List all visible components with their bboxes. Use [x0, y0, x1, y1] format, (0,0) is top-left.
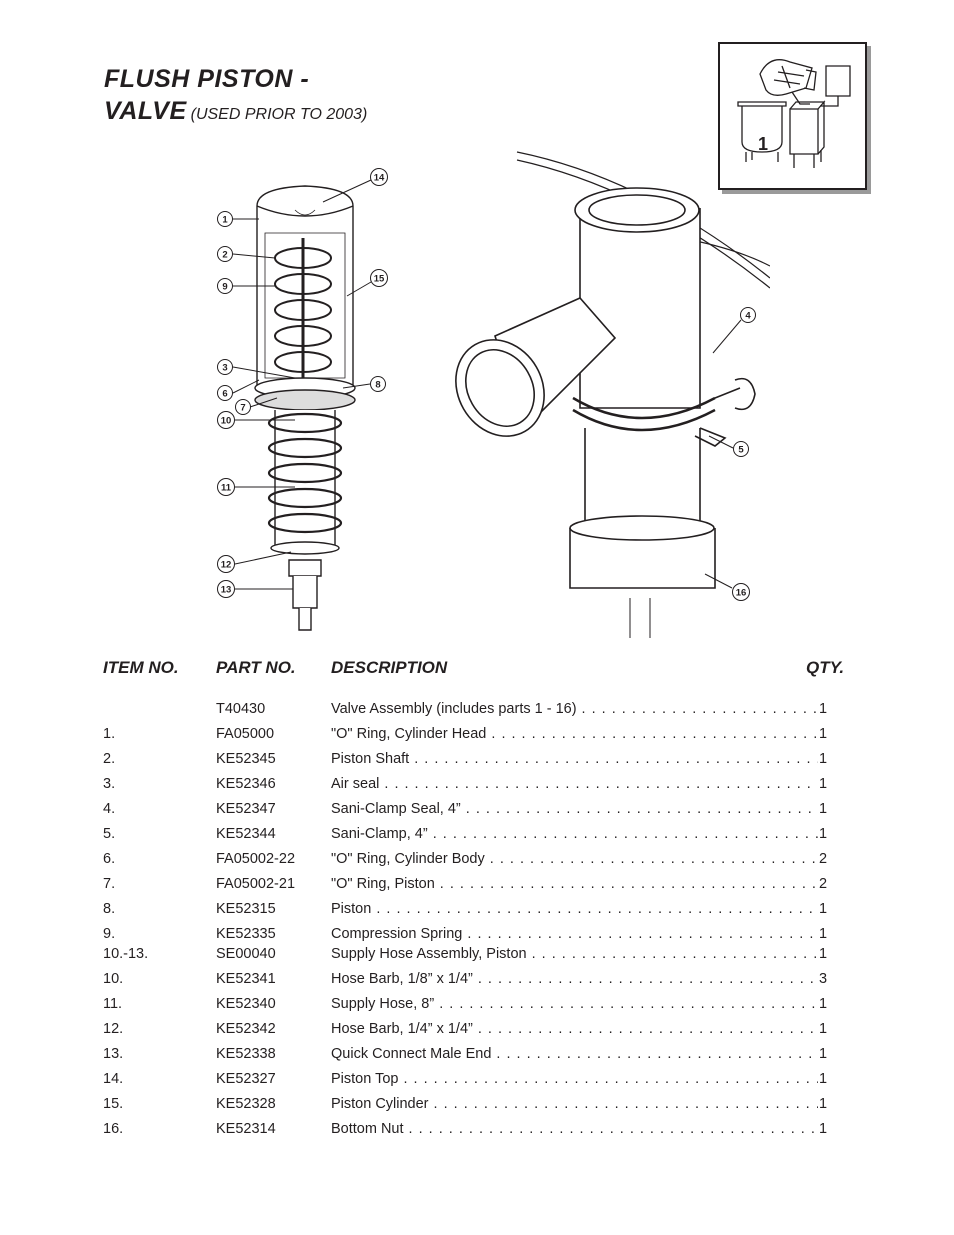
table-row: [0, 971, 954, 991]
svg-text:3: 3: [222, 362, 228, 374]
description: Quick Connect Male End . . .: [331, 1046, 818, 1062]
table-row: [0, 751, 954, 771]
qty: 1: [819, 726, 828, 742]
part-no: T40430: [216, 701, 266, 717]
qty: 1: [819, 1071, 828, 1087]
qty: 1: [819, 901, 828, 917]
page-subtitle: (USED PRIOR TO 2003): [190, 106, 368, 123]
table-row: [0, 926, 954, 946]
svg-text:12: 12: [220, 559, 232, 571]
item-no: 8.: [103, 901, 116, 917]
svg-text:7: 7: [240, 402, 246, 414]
description: Hose Barb, 1/4” x 1/4” . . .: [331, 1021, 818, 1037]
qty: 1: [819, 801, 828, 817]
part-no: KE52347: [216, 801, 276, 817]
svg-text:14: 14: [373, 172, 385, 184]
svg-text:16: 16: [735, 587, 747, 599]
svg-text:2: 2: [222, 249, 228, 261]
item-no: 9.: [103, 926, 116, 942]
header-item-no: ITEM NO.: [103, 658, 179, 677]
svg-text:11: 11: [220, 482, 232, 494]
description: "O" Ring, Cylinder Body . . .: [331, 851, 818, 867]
item-no: 15.: [103, 1096, 124, 1112]
table-row: [0, 801, 954, 821]
page-title: FLUSH PISTON -: [104, 65, 310, 93]
header-part-no: PART NO.: [216, 658, 296, 677]
svg-text:1: 1: [222, 214, 228, 226]
part-no: SE00040: [216, 946, 276, 962]
description: Supply Hose Assembly, Piston . . .: [331, 946, 818, 962]
qty: 2: [819, 851, 828, 867]
header-description: DESCRIPTION: [331, 658, 448, 677]
qty: 1: [819, 701, 828, 717]
part-no: FA05000: [216, 726, 275, 742]
svg-text:4: 4: [745, 310, 751, 322]
item-no: 1.: [103, 726, 116, 742]
item-no: 11.: [103, 996, 123, 1012]
page-title-line-2: [104, 99, 367, 124]
table-row: [0, 996, 954, 1016]
part-no: KE52328: [216, 1096, 276, 1112]
part-no: KE52340: [216, 996, 276, 1012]
description: Bottom Nut . . .: [331, 1121, 818, 1137]
item-no: 10.-13.: [103, 946, 149, 962]
item-no: 16.: [103, 1121, 124, 1137]
qty: 1: [819, 776, 828, 792]
table-row: [0, 1021, 954, 1041]
item-no: 13.: [103, 1046, 124, 1062]
callout-13: [218, 581, 294, 598]
title-valve: VALVE: [104, 97, 187, 125]
description: Sani-Clamp Seal, 4” . . .: [331, 801, 818, 817]
qty: 1: [819, 1046, 828, 1062]
description: Supply Hose, 8” . . .: [331, 996, 818, 1012]
qty: 1: [819, 996, 828, 1012]
svg-text:10: 10: [220, 415, 232, 427]
svg-text:9: 9: [222, 281, 228, 293]
description: Piston Top . . .: [331, 1071, 818, 1087]
part-no: KE52345: [216, 751, 276, 767]
qty: 1: [819, 751, 828, 767]
table-row: [0, 946, 954, 966]
item-no: 4.: [103, 801, 116, 817]
valve-body-drawing: [439, 152, 770, 638]
svg-text:13: 13: [220, 584, 232, 596]
description: Compression Spring . . .: [331, 926, 818, 942]
description: Air seal . . .: [331, 776, 818, 792]
part-no: KE52346: [216, 776, 276, 792]
item-no: 5.: [103, 826, 116, 842]
description: Piston Shaft . . .: [331, 751, 818, 767]
svg-text:15: 15: [373, 273, 385, 285]
callout-1: [218, 212, 260, 227]
table-row: [0, 901, 954, 921]
qty: 1: [819, 826, 828, 842]
table-row: [0, 1121, 954, 1141]
qty: 3: [819, 971, 828, 987]
description: "O" Ring, Piston . . .: [331, 876, 818, 892]
svg-text:5: 5: [738, 444, 744, 456]
part-no: KE52342: [216, 1021, 276, 1037]
description: Valve Assembly (includes parts 1 - 16) . . .: [331, 701, 818, 717]
callout-6: [218, 380, 260, 401]
item-no: 12.: [103, 1021, 124, 1037]
table-row: [0, 1096, 954, 1116]
table-row: [0, 776, 954, 796]
table-row: [0, 826, 954, 846]
qty: 1: [819, 1121, 828, 1137]
qty: 1: [819, 1096, 828, 1112]
table-row: [0, 701, 954, 721]
item-no: 14.: [103, 1071, 124, 1087]
callout-4: [713, 308, 756, 354]
description: "O" Ring, Cylinder Head . . .: [331, 726, 818, 742]
description: Piston . . .: [331, 901, 818, 917]
description: Piston Cylinder . . .: [331, 1096, 818, 1112]
qty: 2: [819, 876, 828, 892]
header-qty: QTY.: [806, 658, 845, 677]
part-no: FA05002-21: [216, 876, 296, 892]
table-row: [0, 851, 954, 871]
part-no: KE52327: [216, 1071, 276, 1087]
item-no: 3.: [103, 776, 116, 792]
table-row: [0, 1071, 954, 1091]
svg-text:8: 8: [375, 379, 381, 391]
valve-exploded-diagram: [195, 148, 770, 638]
part-no: FA05002-22: [216, 851, 296, 867]
thumbnail-number: 1: [758, 134, 769, 154]
item-no: 6.: [103, 851, 116, 867]
table-row: [0, 726, 954, 746]
qty: 1: [819, 946, 828, 962]
part-no: KE52335: [216, 926, 276, 942]
callout-12: [218, 552, 292, 573]
description: Sani-Clamp, 4” . . .: [331, 826, 818, 842]
item-no: 7.: [103, 876, 116, 892]
qty: 1: [819, 926, 828, 942]
part-no: KE52314: [216, 1121, 276, 1137]
svg-text:6: 6: [222, 388, 228, 400]
part-no: KE52315: [216, 901, 276, 917]
description: Hose Barb, 1/8” x 1/4” . . .: [331, 971, 818, 987]
part-no: KE52341: [216, 971, 276, 987]
item-no: 2.: [103, 751, 116, 767]
table-row: [0, 876, 954, 896]
item-no: 10.: [103, 971, 124, 987]
part-no: KE52344: [216, 826, 276, 842]
part-no: KE52338: [216, 1046, 276, 1062]
qty: 1: [819, 1021, 828, 1037]
table-row: [0, 1046, 954, 1066]
